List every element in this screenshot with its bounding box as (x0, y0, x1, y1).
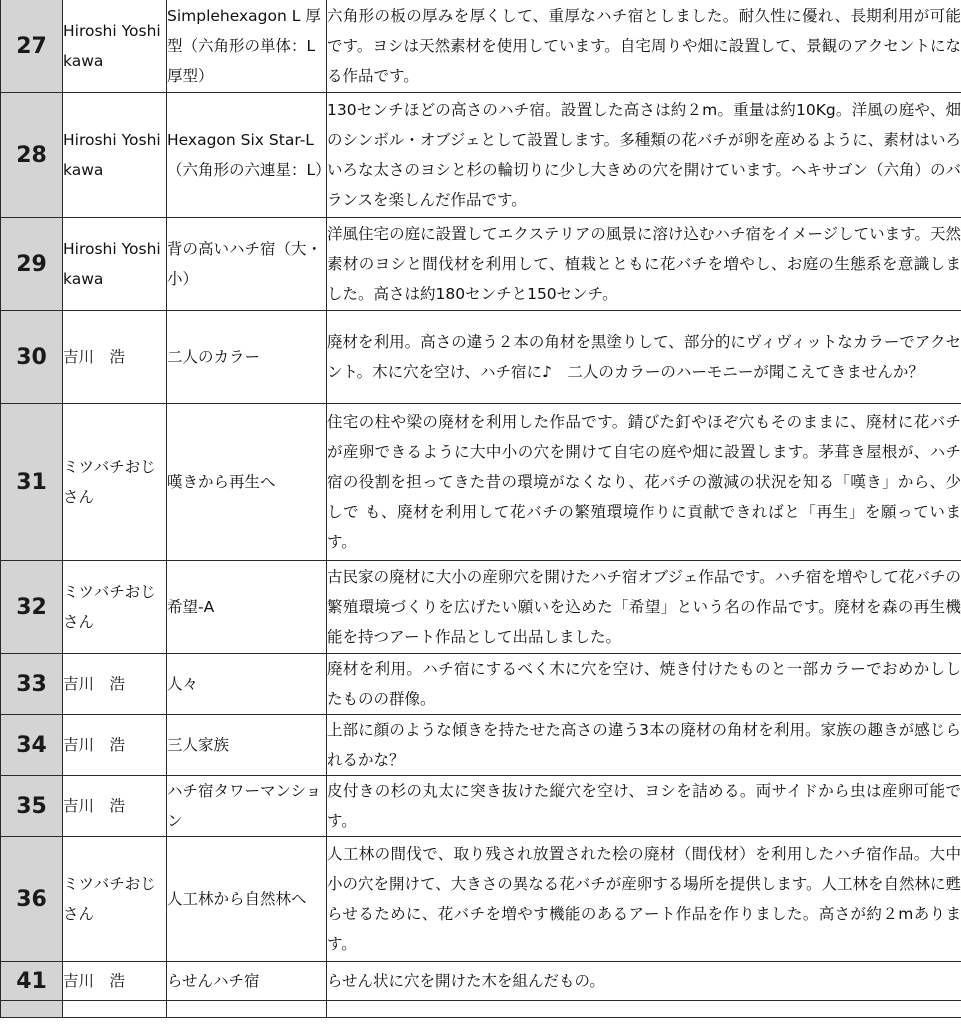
entry-description: らせん状に穴を開けた木を組んだもの。 (327, 962, 961, 1001)
table-row (1, 218, 961, 311)
entry-description: 皮付きの杉の丸太に突き抜けた縦穴を空け、ヨシを詰める。両サイドから虫は産卵可能です。 (327, 776, 961, 837)
entry-description: 130センチほどの高さのハチ宿。設置した高さは約２m。重量は約10Kg。洋風の庭や、畑のシンボル・オブジェとして設置します。多種類の花バチが卵を産めるように、素材はいろいろな太さのヨシと杉の輪切りに少し大きめの穴を開けています。ヘキサゴン（六角）のバランスを楽しんだ作品です。 (327, 93, 961, 218)
entry-description: 人工林の間伐で、取り残され放置された桧の廃材（間伐材）を利用したハチ宿作品。大中小の穴を開けて、大きさの異なる花バチが産卵する場所を提供します。人工林を自然林に甦らせるために、花バチを増やす機能のあるアート作品を作りました。高さが約２mあります。 (327, 837, 961, 962)
entry-title: Hexagon Six Star-L（六角形の六連星：L） (167, 93, 327, 218)
table-row (1, 311, 961, 404)
entry-author: 吉川 浩 (63, 962, 167, 1001)
entry-number: 41 (1, 962, 63, 1001)
entry-title: 嘆きから再生へ (167, 404, 327, 561)
table-row-partial-bottom (1, 1001, 961, 1018)
entry-author: 吉川 浩 (63, 311, 167, 404)
entry-description: 洋風住宅の庭に設置してエクステリアの風景に溶け込むハチ宿をイメージしています。天然素材のヨシと間伐材を利用して、植栽とともに花バチを増やし、お庭の生態系を意識しました。高さは約180センチと150センチ。 (327, 218, 961, 311)
entry-author: 吉川 浩 (63, 776, 167, 837)
table-row (1, 561, 961, 654)
entry-author: Hiroshi Yoshikawa (63, 0, 167, 93)
entry-author: Hiroshi Yoshikawa (63, 93, 167, 218)
entry-title: 三人家族 (167, 715, 327, 776)
entry-author: ミツバチおじさん (63, 837, 167, 962)
table-row (1, 0, 961, 93)
entry-description: 住宅の柱や梁の廃材を利用した作品です。錆びた釘やほぞ穴もそのままに、廃材に花バチが産卵できるように大中小の穴を開けて自宅の庭や畑に設置します。茅葺き屋根が、ハチ宿の役割を担ってきた昔の環境がなくなり、花バチの激減の状況を知る「嘆き」から、少しで も、廃材を利用して花バチの繁殖環境作りに貢献できればと「再生」を願っています。 (327, 404, 961, 561)
entry-description: 六角形の板の厚みを厚くして、重厚なハチ宿としました。耐久性に優れ、長期利用が可能です。ヨシは天然素材を使用しています。自宅周りや畑に設置して、景観のアクセントになる作品です。 (327, 0, 961, 93)
table-row (1, 654, 961, 715)
entry-number: 33 (1, 654, 63, 715)
table-row (1, 715, 961, 776)
entry-title: 背の高いハチ宿（大・小） (167, 218, 327, 311)
entry-description: 上部に顔のような傾きを持たせた高さの違う3本の廃材の角材を利用。家族の趣きが感じられるかな？ (327, 715, 961, 776)
table-row (1, 93, 961, 218)
entry-number: 28 (1, 93, 63, 218)
entry-author: ミツバチおじさん (63, 404, 167, 561)
entry-title: Simplehexagon L 厚型（六角形の単体：L厚型） (167, 0, 327, 93)
entry-author: 吉川 浩 (63, 654, 167, 715)
entry-description: 古民家の廃材に大小の産卵穴を開けたハチ宿オブジェ作品です。ハチ宿を増やして花バチの繁殖環境づくりを広げたい願いを込めた「希望」という名の作品です。廃材を森の再生機能を持つアート作品として出品しました。 (327, 561, 961, 654)
entry-title: 人々 (167, 654, 327, 715)
entry-number: 32 (1, 561, 63, 654)
entry-number: 31 (1, 404, 63, 561)
entry-number: 30 (1, 311, 63, 404)
entry-title: 希望-A (167, 561, 327, 654)
entry-description: 廃材を利用。高さの違う２本の角材を黒塗りして、部分的にヴィヴィットなカラーでアクセント。木に穴を空け、ハチ宿に♪ 二人のカラーのハーモニーが聞こえてきませんか？ (327, 311, 961, 404)
entry-number: 36 (1, 837, 63, 962)
entry-title: 人工林から自然林へ (167, 837, 327, 962)
entry-author: Hiroshi Yoshikawa (63, 218, 167, 311)
entry-number: 27 (1, 0, 63, 93)
entry-number: 34 (1, 715, 63, 776)
table-row (1, 962, 961, 1001)
entry-author: ミツバチおじさん (63, 561, 167, 654)
table-row (1, 776, 961, 837)
table-row (1, 404, 961, 561)
entry-description: 廃材を利用。ハチ宿にするべく木に穴を空け、焼き付けたものと一部カラーでおめかししたものの群像。 (327, 654, 961, 715)
entry-title: らせんハチ宿 (167, 962, 327, 1001)
entry-number: 29 (1, 218, 63, 311)
entry-title: ハチ宿タワーマンション (167, 776, 327, 837)
entry-author: 吉川 浩 (63, 715, 167, 776)
table-row (1, 837, 961, 962)
entry-number: 35 (1, 776, 63, 837)
entry-title: 二人のカラー (167, 311, 327, 404)
